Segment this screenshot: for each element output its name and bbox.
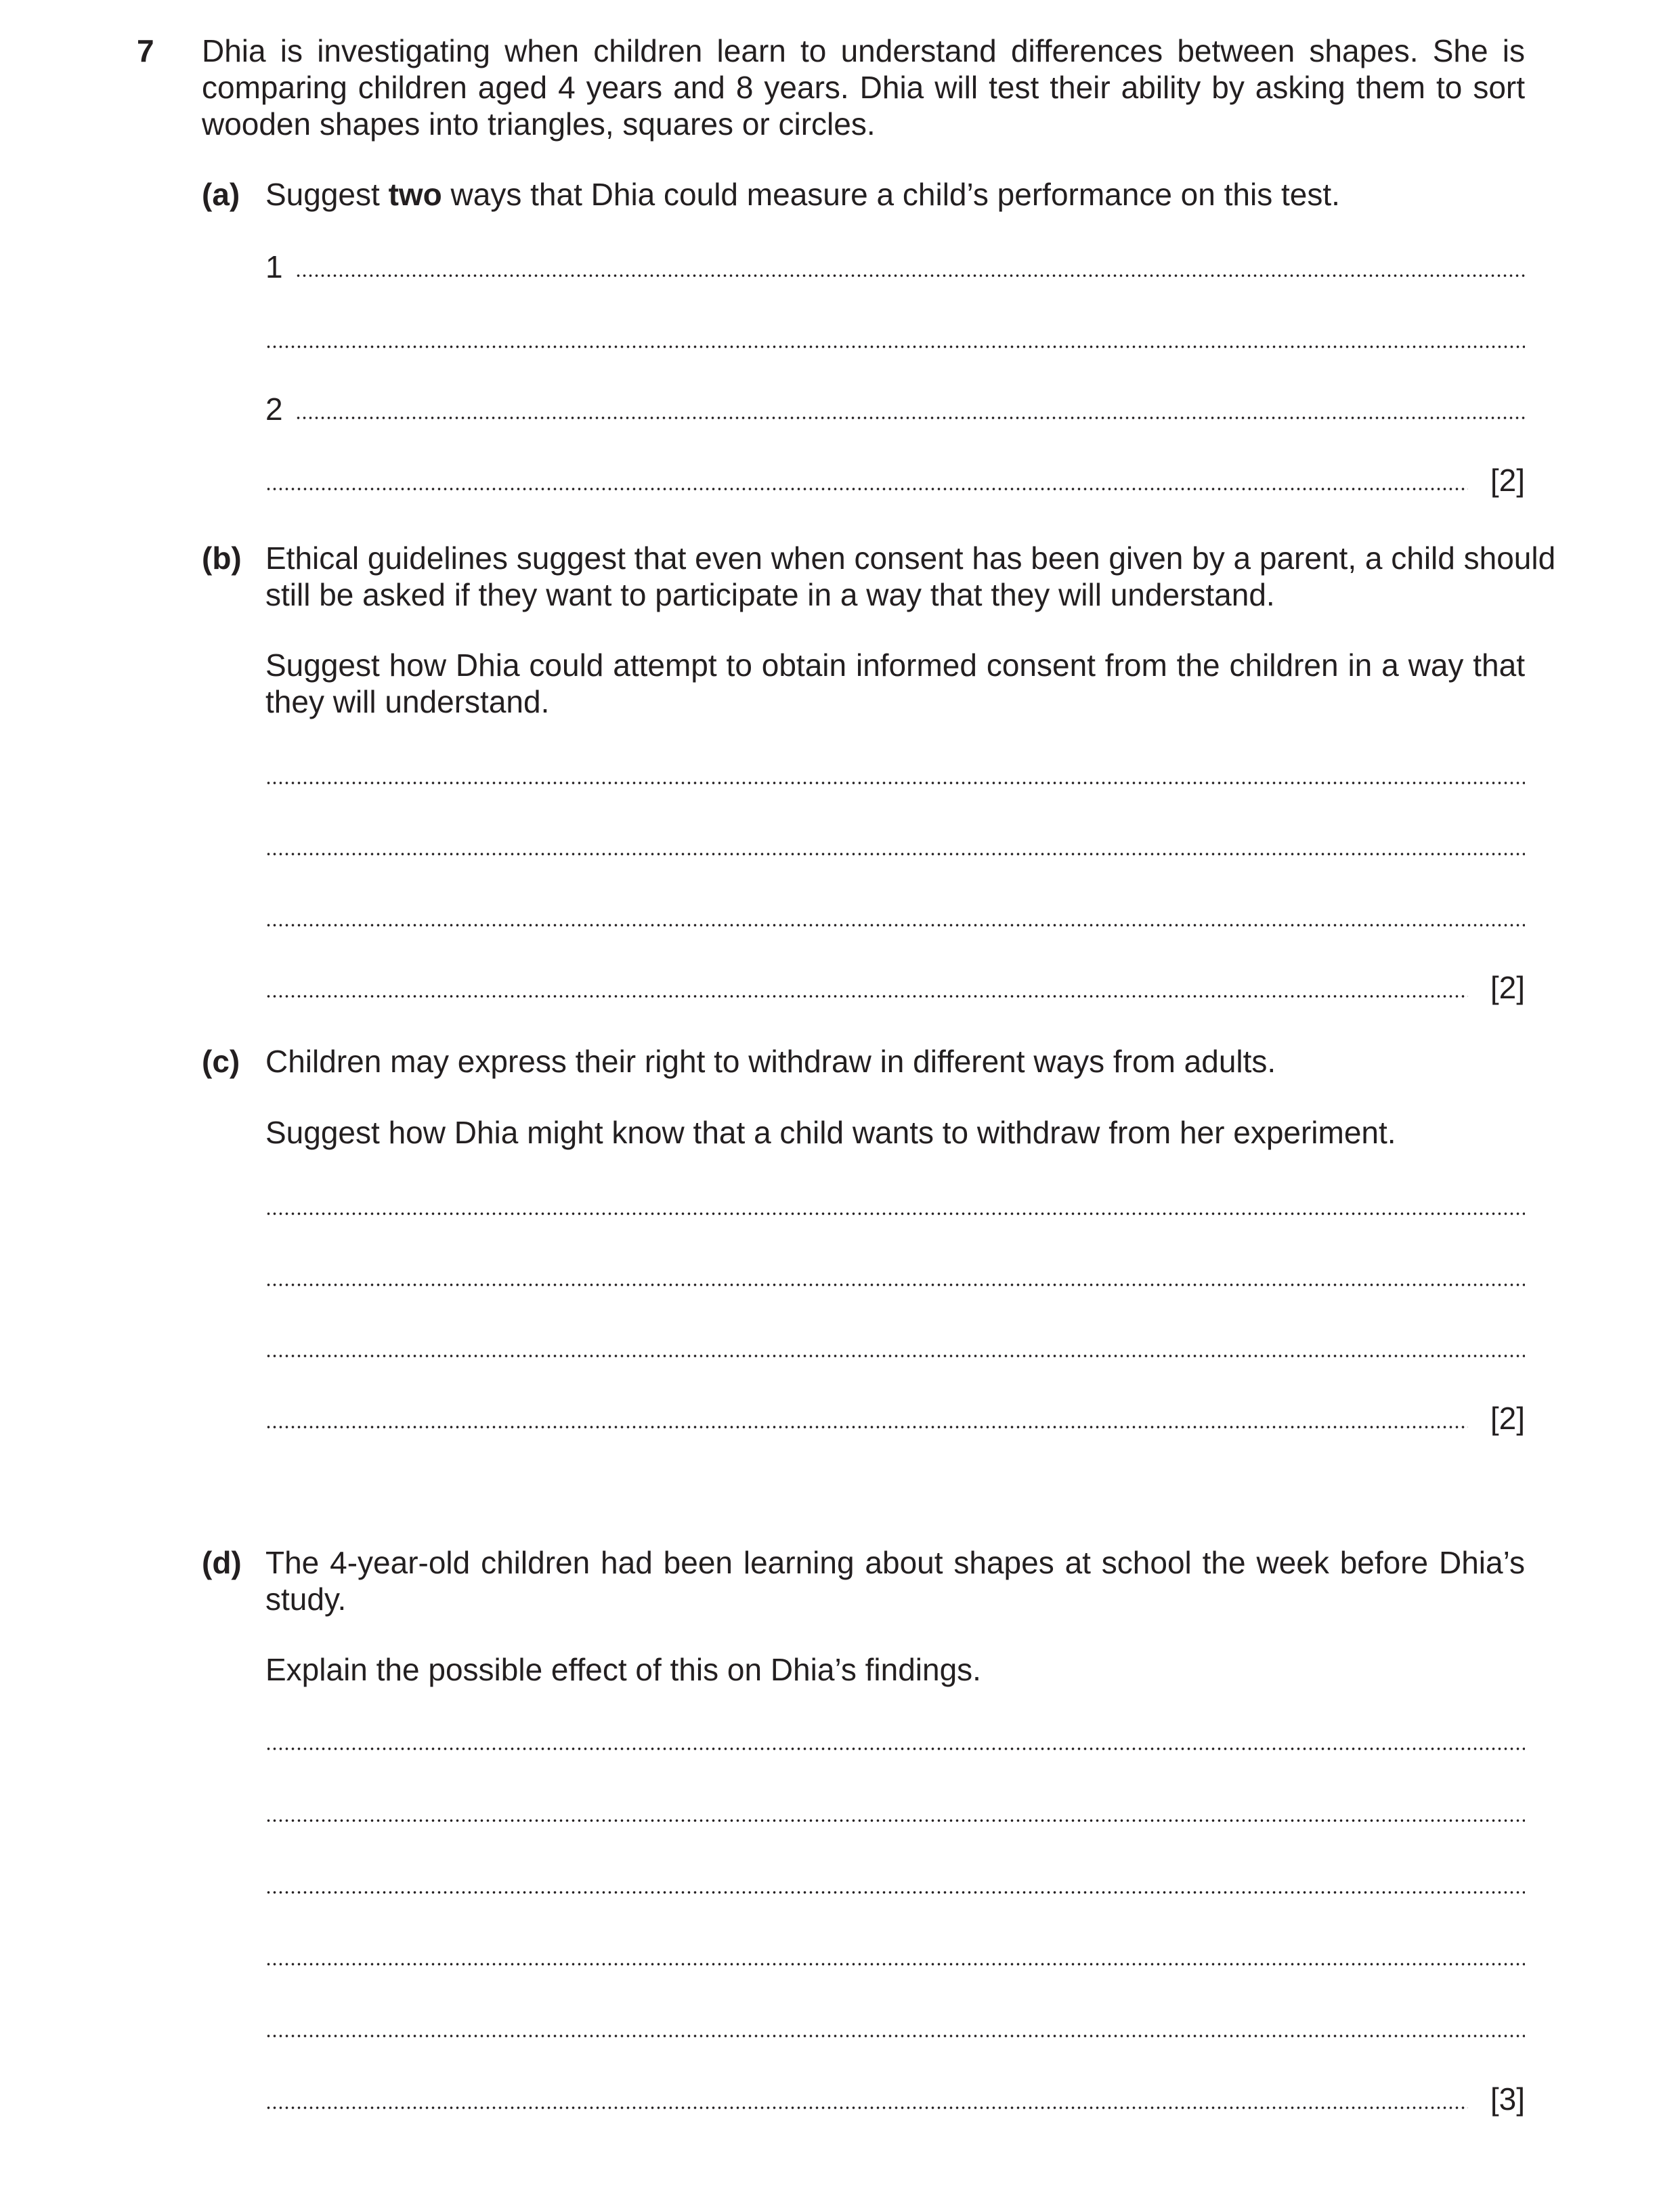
answer-line-d4[interactable] [265, 1937, 1525, 1974]
answer-line-b2[interactable] [265, 827, 1525, 864]
part-a-text-start: Suggest [265, 177, 389, 212]
answer-line-c4[interactable] [265, 1400, 1525, 1437]
answer-line-d1[interactable] [265, 1722, 1525, 1758]
stem-line: Dhia is investigating when children learn to understand differences between shapes. She is [202, 33, 1525, 68]
dotted-line [265, 488, 1468, 490]
answer-line-b3[interactable] [265, 898, 1525, 935]
answer-line-b4[interactable] [265, 969, 1525, 1006]
part-d-line: The 4-year-old children had been learning about shapes at school the week before Dhia’s [265, 1545, 1525, 1580]
part-c-question [265, 1114, 1525, 1151]
answer-line-c1[interactable] [265, 1187, 1525, 1223]
answer-line-a2-continued[interactable] [265, 462, 1525, 498]
marks-label-c: [2] [1490, 1401, 1525, 1436]
answer-line-c3[interactable] [265, 1329, 1525, 1365]
dotted-line [265, 1284, 1525, 1286]
answer-line-a1-continued[interactable] [265, 320, 1525, 356]
part-b-context [265, 540, 1556, 613]
marks-label-b: [2] [1490, 970, 1525, 1005]
part-b-label: (b) [202, 540, 242, 576]
dotted-line [295, 274, 1525, 277]
answer-line-d2[interactable] [265, 1794, 1525, 1830]
dotted-line [295, 417, 1525, 419]
answer-line-c2[interactable] [265, 1258, 1525, 1294]
answer-line-d3[interactable] [265, 1865, 1525, 1902]
dotted-line [265, 1891, 1525, 1894]
part-a-label: (a) [202, 177, 240, 212]
part-c-line: Suggest how Dhia might know that a child wants to withdraw from her experiment. [265, 1115, 1396, 1150]
part-a-emphasis: two [388, 177, 442, 212]
question-number: 7 [137, 33, 154, 68]
dotted-line [265, 2035, 1525, 2037]
part-c-context [265, 1043, 1525, 1080]
dotted-line [265, 1963, 1525, 1966]
part-b-line: Suggest how Dhia could attempt to obtain informed consent from the children in a way that [265, 648, 1525, 683]
dotted-line [265, 2106, 1468, 2109]
part-b-line: still be asked if they want to participate in a way that they will understand. [265, 577, 1275, 612]
part-b-question [265, 647, 1525, 720]
dotted-line [265, 1355, 1525, 1357]
dotted-line [265, 1819, 1525, 1822]
dotted-line [265, 853, 1525, 855]
marks-label-a: [2] [1490, 463, 1525, 498]
answer-line-a1[interactable] [265, 249, 1525, 285]
part-a-text-end: ways that Dhia could measure a child’s performance on this test. [441, 177, 1340, 212]
dotted-line [265, 924, 1525, 927]
dotted-line [265, 995, 1468, 998]
part-c-label: (c) [202, 1044, 240, 1079]
answer-line-a2[interactable] [265, 391, 1525, 427]
stem-line: wooden shapes into triangles, squares or circles. [202, 106, 876, 142]
answer-line-d6[interactable] [265, 2081, 1525, 2117]
answer-number-2: 2 [265, 391, 283, 427]
dotted-line [265, 1426, 1468, 1428]
part-c-line: Children may express their right to withdraw in different ways from adults. [265, 1044, 1276, 1079]
answer-line-d5[interactable] [265, 2009, 1525, 2045]
dotted-line [265, 1747, 1525, 1750]
answer-number-1: 1 [265, 249, 283, 284]
dotted-line [265, 1212, 1525, 1215]
part-d-line: Explain the possible effect of this on Dhia’s findings. [265, 1652, 981, 1687]
part-d-line: study. [265, 1582, 347, 1617]
part-a-question [265, 176, 1525, 213]
dotted-line [265, 345, 1525, 348]
part-d-label: (d) [202, 1545, 242, 1580]
part-b-line: they will understand. [265, 684, 550, 719]
question-stem [202, 33, 1525, 142]
part-d-question [265, 1651, 1525, 1688]
answer-line-b1[interactable] [265, 756, 1525, 792]
part-b-line: Ethical guidelines suggest that even when consent has been given by a parent, a child should [265, 540, 1556, 576]
part-d-context [265, 1544, 1525, 1617]
stem-line: comparing children aged 4 years and 8 years. Dhia will test their ability by asking them to sort [202, 70, 1525, 105]
marks-label-d: [3] [1490, 2081, 1525, 2117]
dotted-line [265, 782, 1525, 784]
